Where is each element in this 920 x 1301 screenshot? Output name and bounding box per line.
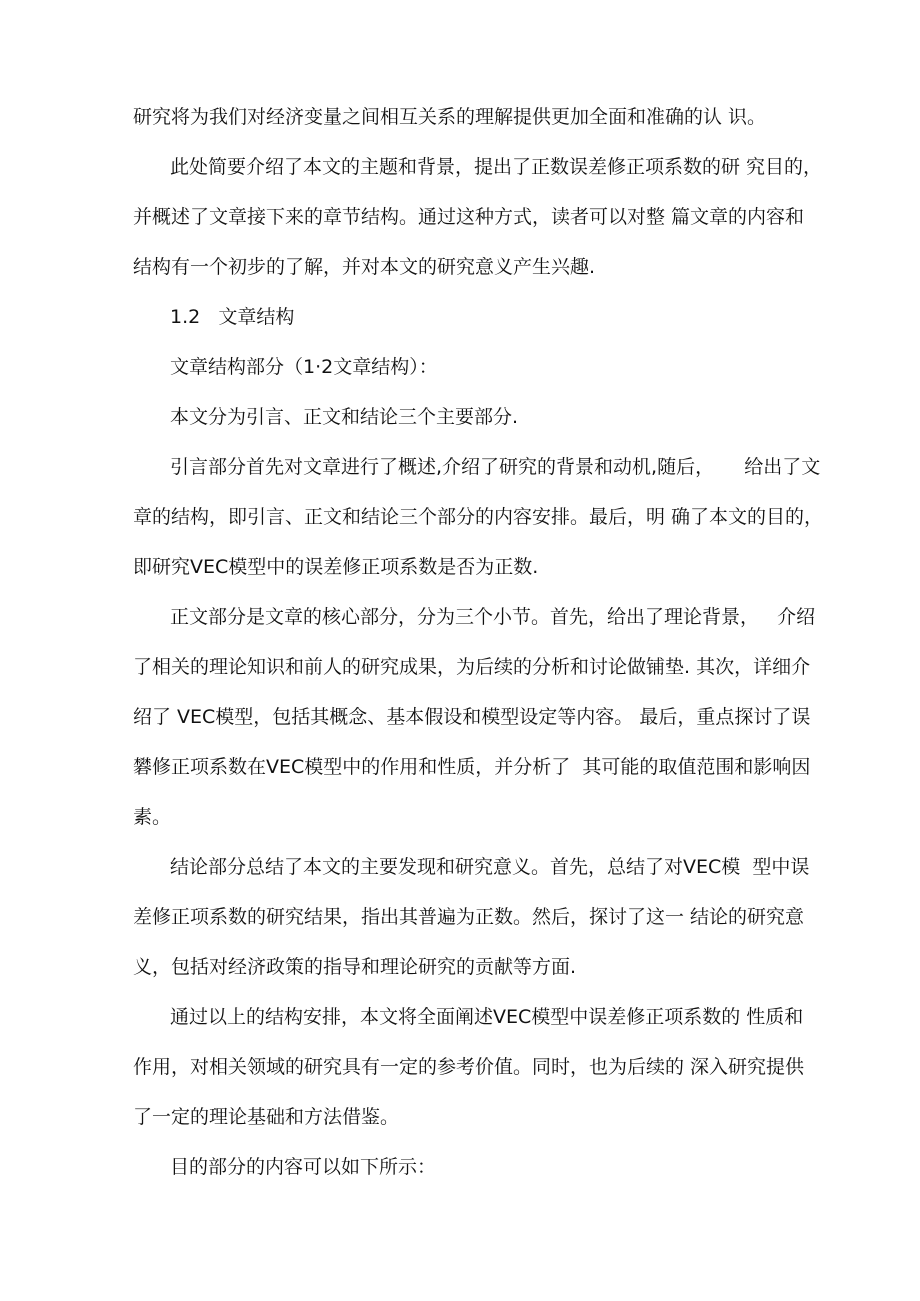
paragraph-line: 义，包括对经济政策的指导和理论研究的贡献等方面.: [133, 956, 577, 978]
paragraph-line: 差修正项系数的研究结果，指出其普遍为正数。然后，探讨了这一 结论的研究意: [133, 906, 805, 928]
paragraph-line: 研究将为我们对经济变量之间相互关系的理解提供更加全面和准确的认 识。: [133, 106, 767, 128]
paragraph-line: 通过以上的结构安排，本文将全面阐述VEC模型中误差修正项系数的 性质和: [170, 1006, 804, 1028]
paragraph-line: 正文部分是文章的核心部分，分为三个小节。首先，给出了理论背景， 介绍: [170, 606, 816, 628]
paragraph-line: 即研究VEC模型中的误差修正项系数是否为正数.: [133, 556, 539, 578]
paragraph-line: 了相关的理论知识和前人的研究成果，为后续的分析和讨论做铺垫. 其次，详细介: [133, 656, 811, 678]
paragraph-line: 目的部分的内容可以如下所示：: [170, 1156, 437, 1178]
paragraph-line: 文章结构部分（1·2文章结构）：: [170, 356, 438, 378]
paragraph-line: 结论部分总结了本文的主要发现和研究意义。首先，总结了对VEC模 型中误: [170, 856, 810, 878]
paragraph-line: 绍了 VEC模型，包括其概念、基本假设和模型设定等内容。 最后，重点探讨了误: [133, 706, 811, 728]
paragraph-line: 引言部分首先对文章进行了概述,介绍了研究的背景和动机,随后， 给出了文: [170, 456, 821, 478]
paragraph-line: 素。: [133, 806, 172, 828]
paragraph-line: 章的结构，即引言、正文和结论三个部分的内容安排。最后，明 确了本文的目的，: [133, 506, 824, 528]
paragraph-line: 作用，对相关领域的研究具有一定的参考价值。同时，也为后续的 深入研究提供: [133, 1056, 805, 1078]
paragraph-line: 礬修正项系数在VEC模型中的作用和性质，并分析了 其可能的取值范围和影响因: [133, 756, 811, 778]
paragraph-line: 本文分为引言、正文和结论三个主要部分.: [170, 406, 519, 428]
paragraph-line: 并概述了文章接下来的章节结构。通过这种方式，读者可以对整 篇文章的内容和: [133, 206, 805, 228]
paragraph-line: 此处简要介绍了本文的主题和背景，提出了正数误差修正项系数的研 究目的，: [170, 156, 823, 178]
paragraph-line: 了一定的理论基础和方法借鉴。: [133, 1106, 400, 1128]
section-heading: 1.2 文章结构: [170, 306, 295, 328]
paragraph-line: 结构有一个初步的了解，并对本文的研究意义产生兴趣.: [133, 256, 596, 278]
